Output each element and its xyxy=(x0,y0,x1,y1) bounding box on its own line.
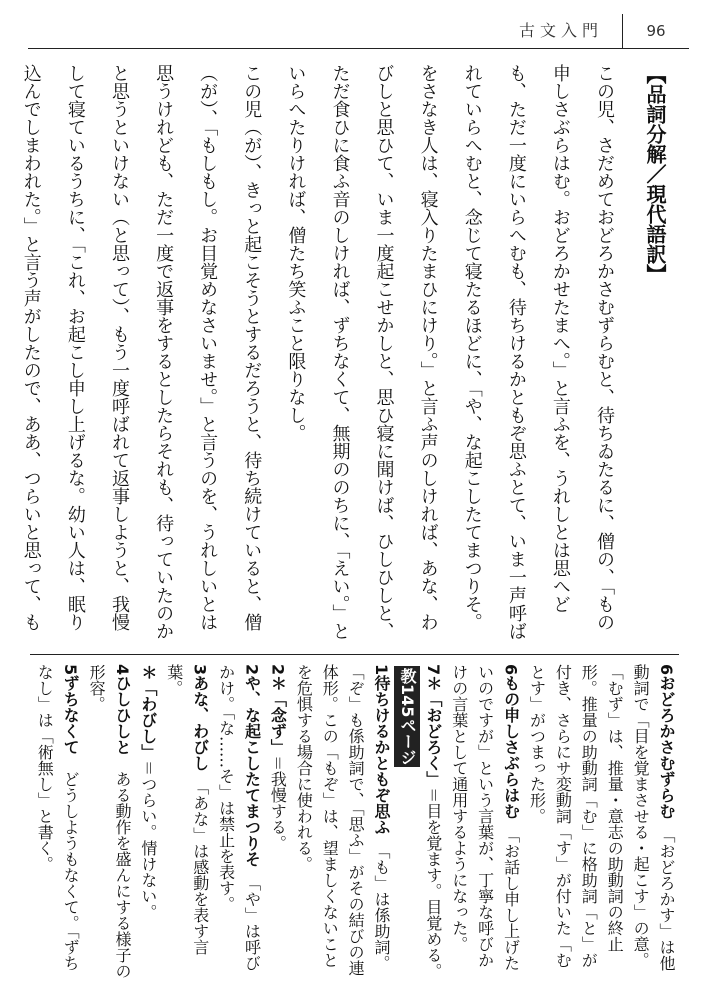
page-marker-label: 教145ページ xyxy=(394,666,420,767)
section-title: 【品詞分解／現代語訳】 xyxy=(643,64,667,284)
analysis-section xyxy=(20,64,679,642)
note-head: ひしひしと xyxy=(112,675,132,756)
note-head: おどろかさむずらむ xyxy=(657,675,676,820)
note-head: ＊「わびし」 xyxy=(138,664,158,760)
note-text: 「も」は係助詞。「ぞ」も係助詞で、「思ふ」がその結びの連体形。この「もぞ」は、望ましくないことを危惧する場合に使われる。 xyxy=(294,664,392,976)
book-title: 古文入門 xyxy=(518,21,603,40)
note-head: ＊「念ず」 xyxy=(268,675,288,756)
note-number: 4 xyxy=(112,664,132,676)
note-number: 7 xyxy=(423,664,443,676)
original-text: この児、さだめておどろかさむずらむと、待ちゐたるに、僧の、「もの申しさぶらはむ。おどろかせたまへ。」と言ふを、うれしとは思へども、ただ一度にいらへむも、待ちけるかともぞ思ふとて、いま一声呼ばれていらへむと、念じて寝たるほどに、「や、な起こしたてまつりそ。をさなき人は、寝入りたまひにけり。」と言ふ声のしければ、あな、わびしと思ひて、いま一度起こせかしと、思ひ寝に聞けば、ひしひしと、ただ食ひに食ふ音のしければ、ずちなくて、無期ののちに、「えい。」といらへたりければ、僧たち笑ふこと限りなし。 xyxy=(285,64,615,640)
note-item xyxy=(265,664,291,982)
note-item xyxy=(290,664,394,982)
note-text: ＝つらい。情けない。 xyxy=(138,760,158,921)
note-item xyxy=(31,664,83,982)
page-marker xyxy=(394,664,420,982)
note-item xyxy=(83,664,135,982)
page-number: 96 xyxy=(622,14,689,48)
note-item xyxy=(446,664,524,982)
note-head: 待ちけるかともぞ思ふ xyxy=(372,675,392,836)
note-item xyxy=(524,664,679,982)
section-divider xyxy=(30,654,679,655)
note-text: 「お話し申し上げたいのですが」という言葉が、丁寧な呼びかけの言葉として通用するようになった。 xyxy=(449,664,521,972)
note-item xyxy=(213,664,265,982)
note-head: あな、わびし xyxy=(190,675,210,772)
note-number: 1 xyxy=(372,664,392,676)
note-text: 「おどろかす」は他動詞で「目を覚まさせる・起こす」の意。「むず」は、推量・意志の助動詞の終止形。推量の助動詞「む」に格助詞「と」が付き、さらにサ変動詞「す」が付いた「むとす」がつまった形。 xyxy=(527,664,676,972)
note-item xyxy=(420,664,446,982)
note-number: 2 xyxy=(242,664,262,676)
note-number: 2 xyxy=(268,664,288,676)
page-header xyxy=(28,14,689,44)
note-item xyxy=(161,664,213,982)
note-number: 6 xyxy=(501,664,521,676)
note-head: ずちなくて xyxy=(61,675,81,756)
header-rule xyxy=(28,48,689,49)
modern-translation: この児（が）、きっと起こそうとするだろうと、待ち続けていると、僧（が）、「もしもし。お目覚めなさいませ。」と言うのを、うれしいとは思うけれども、ただ一度で返事をするとしたらそれも、待っていたのかと思うといけない（と思って）、もう一度呼ばれて返事しようと、我慢して寝ているうちに、「これ、お起こし申し上げるな。幼い人は、眠り込んでしまわれた。」と言う声がしたので、ああ、つらいと思って、も xyxy=(20,64,263,640)
note-head: ＊「おどろく」 xyxy=(423,675,443,788)
note-text: 「や」は呼びかけ。「な……そ」は禁止を表す。 xyxy=(216,664,262,972)
note-text: ＝目を覚ます。目覚める。 xyxy=(423,787,443,980)
note-text: ある動作を盛んにする様子の形容。 xyxy=(87,664,132,980)
note-number: 5 xyxy=(61,664,81,676)
note-text: 「あな」は感動を表す言葉。 xyxy=(164,664,210,956)
note-item xyxy=(135,664,161,982)
note-text: どうしようもなくて。「ずちなし」は「術無し」と書く。 xyxy=(35,664,81,972)
note-text: ＝我慢する。 xyxy=(268,755,288,852)
note-number: 6 xyxy=(657,664,676,676)
note-number: 3 xyxy=(190,664,210,676)
notes-section xyxy=(30,664,679,982)
note-head: や、な起こしたてまつりそ xyxy=(242,675,262,868)
note-head: もの申しさぶらはむ xyxy=(501,675,521,820)
